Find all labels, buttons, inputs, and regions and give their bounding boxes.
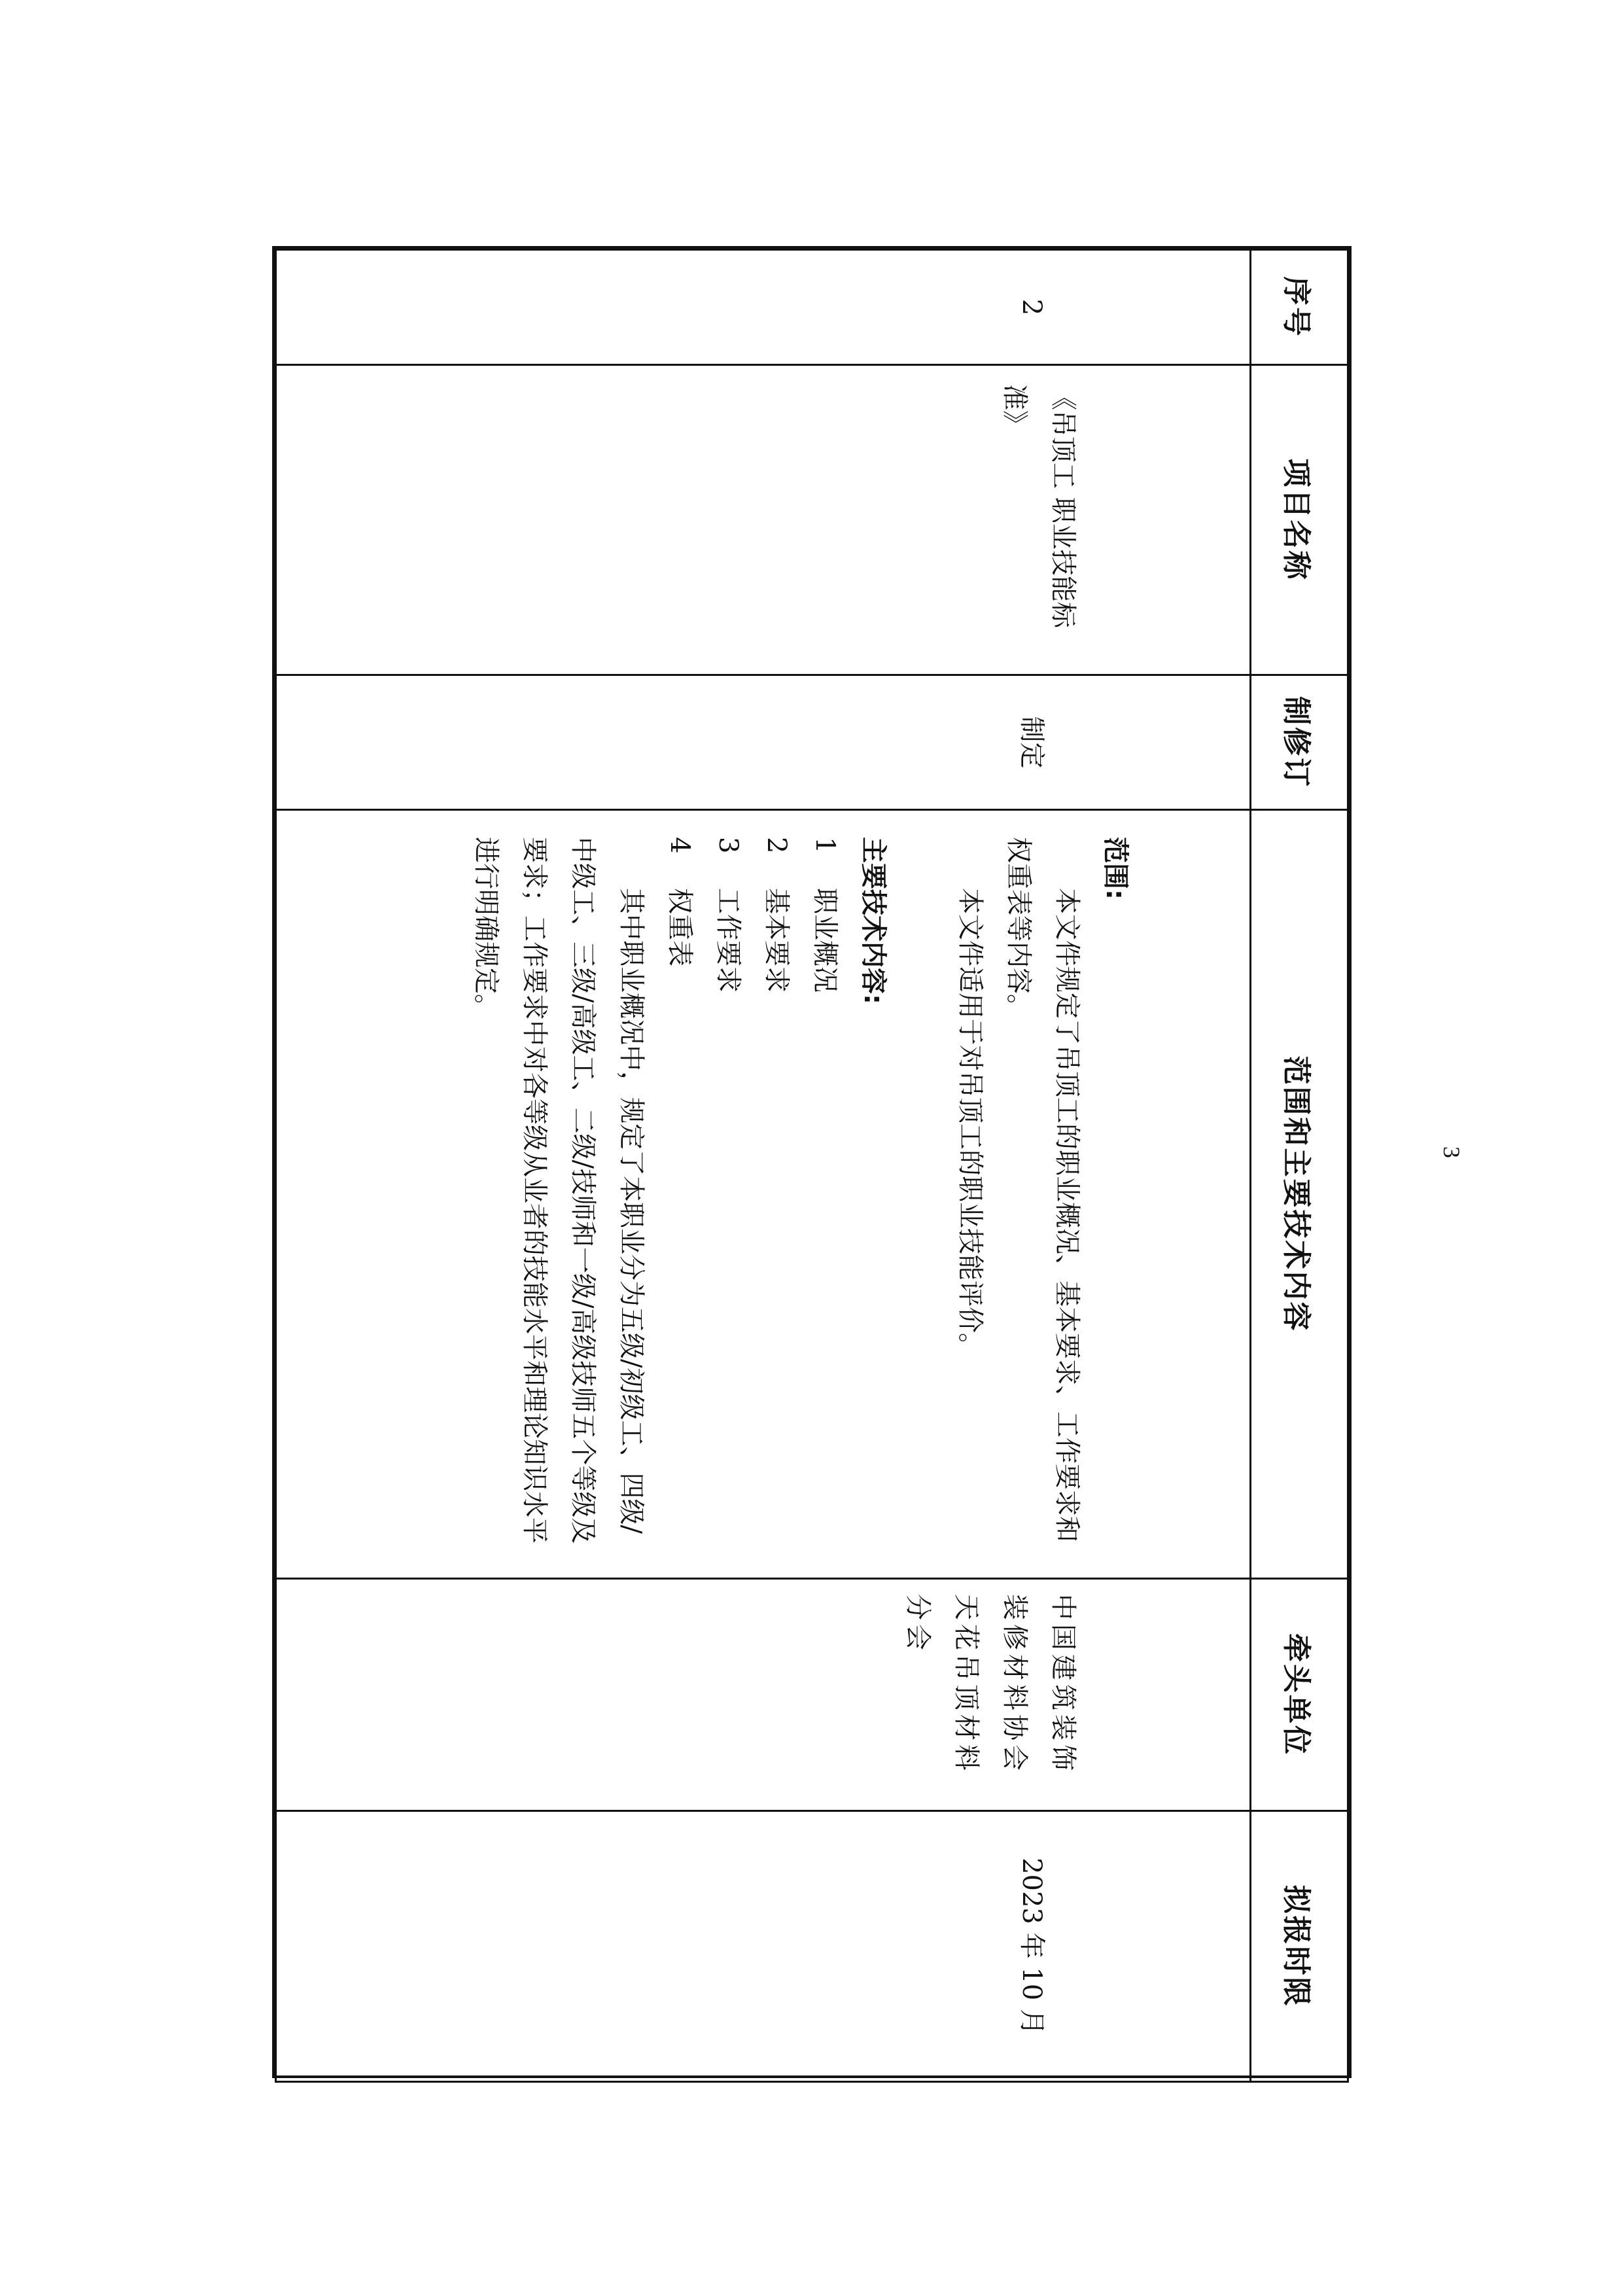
tech-item-number: 1 bbox=[810, 837, 840, 854]
cell-scope bbox=[276, 810, 1251, 1579]
table-header-row bbox=[1251, 250, 1348, 2082]
cell-deadline: 2023 年 10 月 bbox=[276, 1811, 1251, 2082]
tech-item bbox=[752, 837, 801, 1551]
tech-item bbox=[704, 837, 752, 1551]
tech-heading: 主要技术内容: bbox=[858, 837, 888, 1004]
tech-item-number: 4 bbox=[665, 837, 695, 854]
tech-item-text: 基本要求 bbox=[761, 888, 792, 993]
scope-text-1: 本文件规定了吊顶工的职业概况、基本要求、工作要求和权重表等内容。 bbox=[1003, 837, 1082, 1542]
tech-item bbox=[801, 837, 849, 1551]
header-lead-unit: 牵头单位 bbox=[1251, 1579, 1348, 1811]
table-row bbox=[276, 250, 1251, 2082]
cell-lead-unit: 中国建筑装饰装修材料协会天花吊顶材料分会 bbox=[276, 1579, 1251, 1811]
scope-text-2: 本文件适用于对吊顶工的职业技能评价。 bbox=[955, 888, 985, 1359]
cell-seq: 2 bbox=[276, 250, 1251, 365]
tech-item-number: 3 bbox=[713, 837, 743, 854]
tech-item-text: 工作要求 bbox=[713, 888, 743, 993]
tech-item-number: 2 bbox=[761, 837, 792, 854]
header-deadline: 拟报时限 bbox=[1251, 1811, 1348, 2082]
tech-item bbox=[655, 837, 704, 1551]
cell-project-name: 《吊顶工 职业技能标准》 bbox=[276, 365, 1251, 675]
scope-summary: 其中职业概况中，规定了本职业分为五级/初级工、四级/中级工、三级/高级工、二级/技师和一级/高级技师五个等级及要求；工作要求中对各等级从业者的技能水平和理论知识水平进行明确规定。 bbox=[471, 837, 646, 1544]
header-seq: 序号 bbox=[1251, 250, 1348, 365]
tech-item-text: 职业概况 bbox=[810, 888, 840, 993]
header-scope: 范围和主要技术内容 bbox=[1251, 810, 1348, 1579]
page-number: 3 bbox=[1439, 1146, 1465, 1158]
header-project-name: 项目名称 bbox=[1251, 365, 1348, 675]
tech-item-text: 权重表 bbox=[665, 888, 695, 966]
cell-revision: 制定 bbox=[276, 675, 1251, 810]
scope-heading: 范围: bbox=[1100, 837, 1130, 900]
project-table bbox=[272, 246, 1352, 2078]
header-revision: 制修订 bbox=[1251, 675, 1348, 810]
